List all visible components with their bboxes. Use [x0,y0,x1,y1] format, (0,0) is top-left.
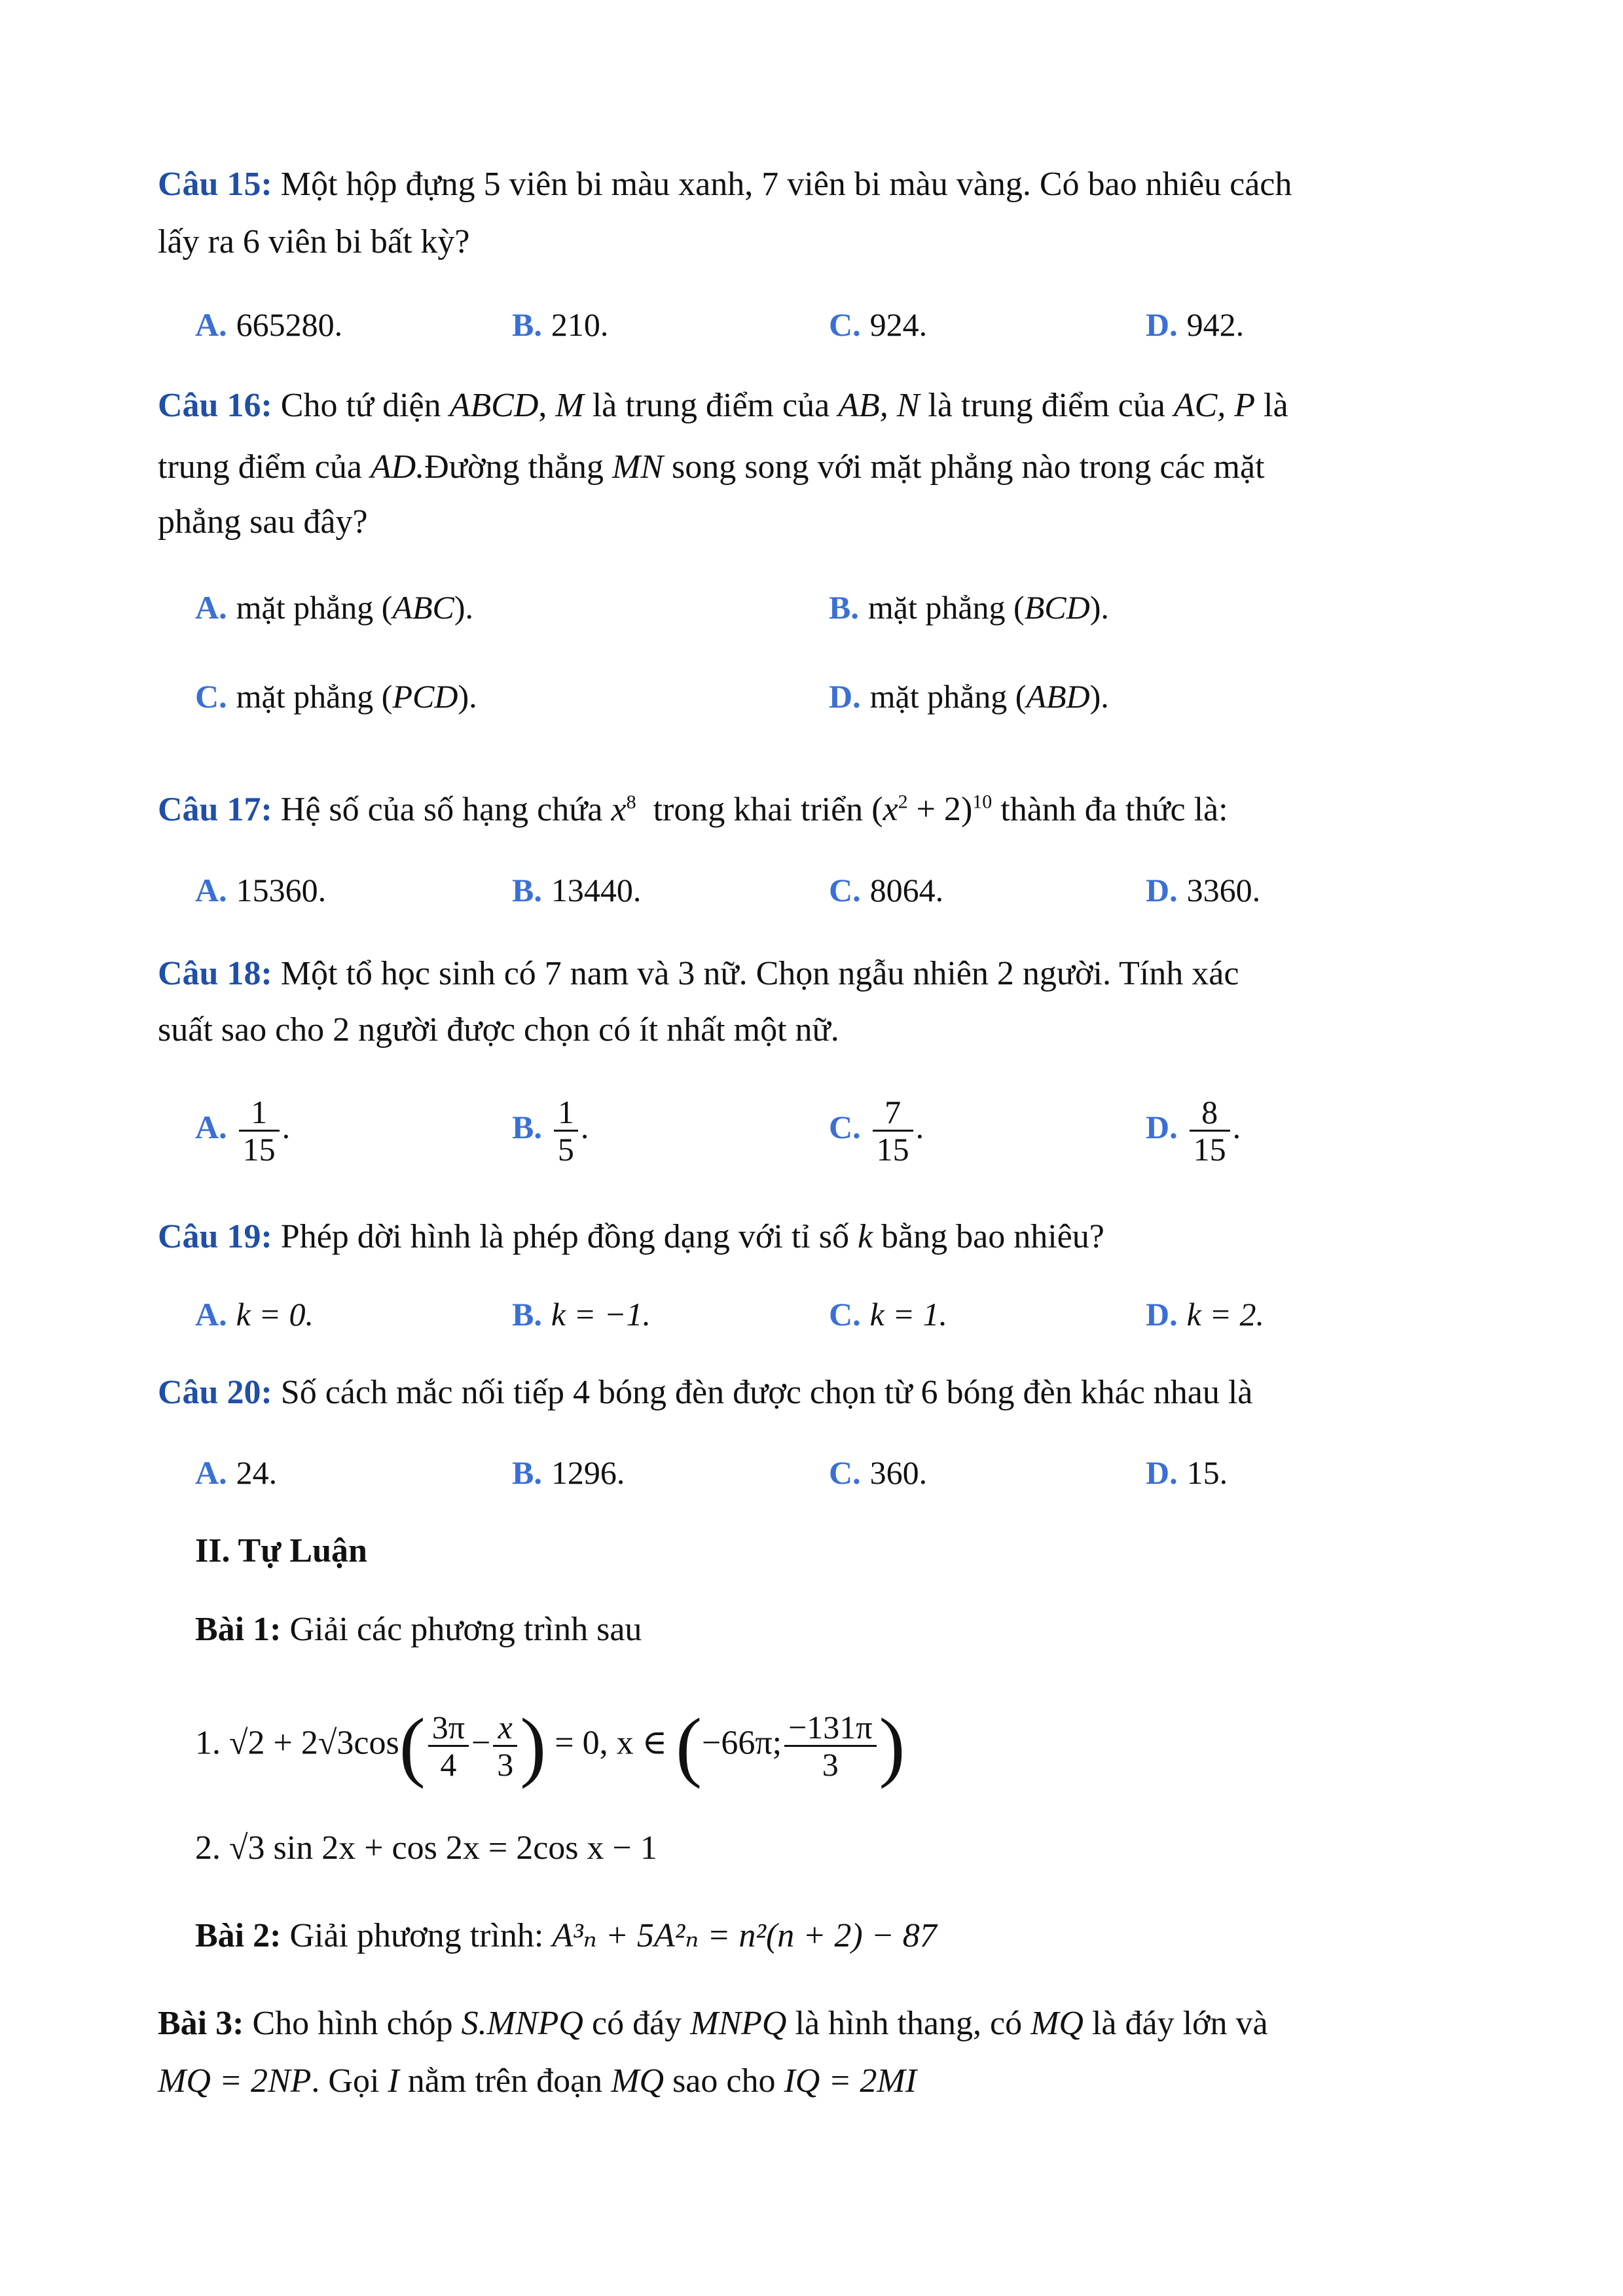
bai3-label: Bài 3: [158,2005,244,2042]
q17-option-d[interactable]: D. 3360. [1146,872,1261,908]
q18-option-c[interactable]: C. $\frac{7}{15}$ . [829,1094,924,1168]
bai2-line: Bài 2: Giải phương trình: A³ₙ + 5A²ₙ = n²(n + 2) − 87 [195,1917,937,1954]
q16-line1: Câu 16: Cho tứ diện ABCD, M là trung điểm của AB, N là trung điểm của AC, P là [158,387,1288,424]
q15-text-line1: Một hộp đựng 5 viên bi màu xanh, 7 viên bi màu vàng. Có bao nhiêu cách [280,166,1292,203]
q17-label: Câu 17: [158,791,272,829]
q20-option-d[interactable]: D. 15. [1146,1454,1228,1491]
bai3-line2: MQ = 2NP. Gọi I nằm trên đoạn MQ sao cho IQ = 2MI [158,2062,917,2100]
q17-option-c[interactable]: C. 8064. [829,872,944,908]
q17-option-b[interactable]: B. 13440. [512,872,642,908]
q18-option-a[interactable]: A. $\frac{1}{15}$ . [195,1094,291,1168]
q20-option-b[interactable]: B. 1296. [512,1454,625,1491]
q15-option-c[interactable]: C. 924. [829,306,928,343]
q20-option-c[interactable]: C. 360. [829,1454,928,1491]
q17-expression: $(x^2 + 2)^{10}$ [871,791,993,829]
eq1-fraction-3: $\frac{-131\pi}{3}$ [784,1710,876,1782]
bai1-equation-2: 2. √3 sin 2x + cos 2x = 2cos x − 1 [195,1829,657,1867]
q19-option-d[interactable]: D. k = 2. [1146,1296,1265,1333]
q16-option-a[interactable]: A. mặt phẳng (ABC). [195,589,474,626]
q15-line2: lấy ra 6 viên bi bất kỳ? [158,223,470,260]
eq1-fraction-2: $\frac{x}{3}$ [493,1710,517,1782]
section-heading: II. Tự Luận [195,1532,367,1570]
q16-option-b[interactable]: B. mặt phẳng (BCD). [829,589,1109,626]
q19-label: Câu 19: [158,1218,272,1255]
q20-label: Câu 20: [158,1374,272,1411]
q18-line1: Câu 18: Một tổ học sinh có 7 nam và 3 nữ. Chọn ngẫu nhiên 2 người. Tính xác [158,955,1239,992]
q17-option-a[interactable]: A. 15360. [195,872,327,908]
q15-option-b[interactable]: B. 210. [512,306,609,343]
q18-a-fraction: $\frac{1}{15}$ [239,1094,280,1167]
q18-option-b[interactable]: B. $\frac{1}{5}$ . [512,1094,589,1168]
bai3-line1: Bài 3: Cho hình chóp S.MNPQ có đáy MNPQ là hình thang, có MQ là đáy lớn và [158,2005,1268,2042]
q15-option-a[interactable]: A. 665280. [195,306,343,343]
q16-line3: phẳng sau đây? [158,503,368,541]
q18-b-fraction: $\frac{1}{5}$ [554,1094,578,1167]
q15-option-d[interactable]: D. 942. [1146,306,1245,343]
q18-label: Câu 18: [158,955,272,992]
q18-line2: suất sao cho 2 người được chọn có ít nhất một nữ. [158,1011,839,1049]
q19-option-b[interactable]: B. k = −1. [512,1296,651,1333]
q16-label: Câu 16: [158,387,272,424]
bai1-heading: Bài 1: Giải các phương trình sau [195,1611,642,1648]
bai1-equation-1: 1. √2 + 2√3cos( $\frac{3\pi}{4}$ − $\frac{x}{3}$ ) = 0, x ∈ (−66π; $\frac{-131\pi}{3}$ ) [195,1702,905,1789]
q19-option-c[interactable]: C. k = 1. [829,1296,948,1333]
q20-option-a[interactable]: A. 24. [195,1454,278,1491]
q18-c-fraction: $\frac{7}{15}$ [873,1094,913,1167]
q15-line1 [158,165,1292,204]
q15-label: Câu 15: [158,166,272,203]
eq1-fraction-1: $\frac{3\pi}{4}$ [428,1710,469,1782]
q16-option-d[interactable]: D. mặt phẳng (ABD). [829,678,1109,715]
bai1-label: Bài 1: [195,1611,282,1648]
q18-option-d[interactable]: D. $\frac{8}{15}$ . [1146,1094,1241,1168]
q19-option-a[interactable]: A. k = 0. [195,1296,314,1333]
q17-line: Câu 17: Hệ số của số hạng chứa $x^8$ trong khai triển $(x^2 + 2)^{10}$ thành đa thức là: [158,791,1228,829]
q16-line2: trung điểm của AD.Đường thẳng MN song song với mặt phẳng nào trong các mặt [158,448,1265,486]
bai2-label: Bài 2: [195,1917,282,1954]
q18-d-fraction: $\frac{8}{15}$ [1190,1094,1230,1167]
q16-option-c[interactable]: C. mặt phẳng (PCD). [195,678,477,715]
q19-line: Câu 19: Phép dời hình là phép đồng dạng với tỉ số k bằng bao nhiêu? [158,1218,1104,1255]
q20-line: Câu 20: Số cách mắc nối tiếp 4 bóng đèn được chọn từ 6 bóng đèn khác nhau là [158,1374,1253,1411]
